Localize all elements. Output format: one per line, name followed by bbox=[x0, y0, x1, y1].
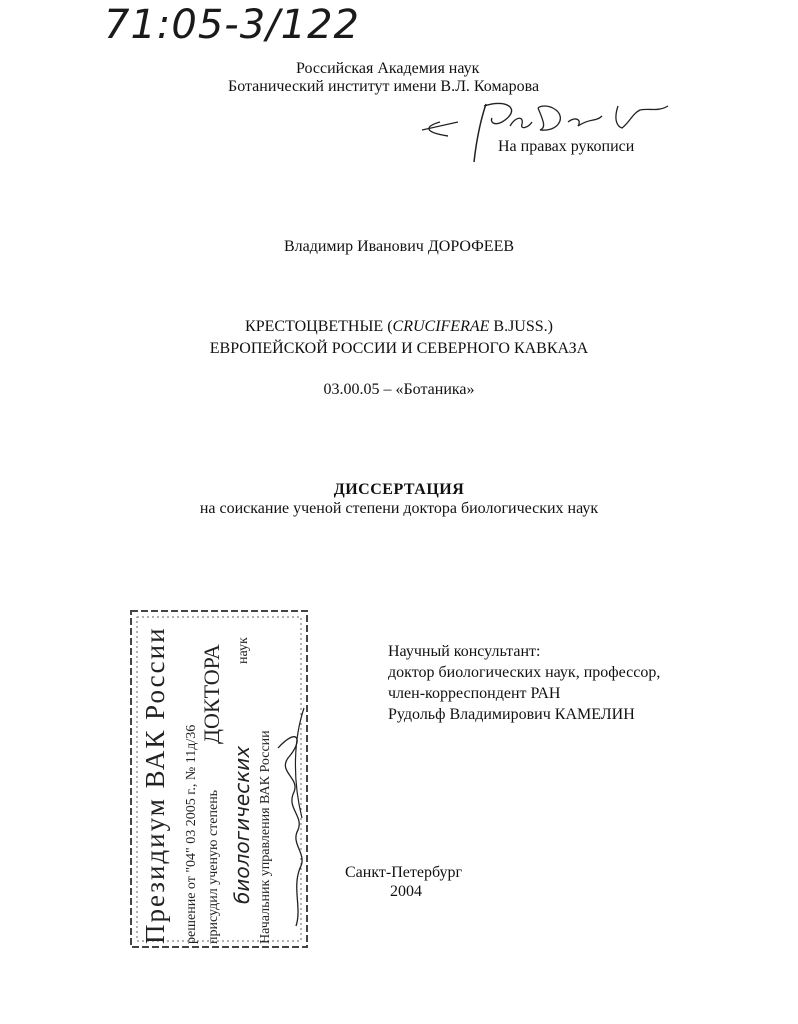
specialty-code: 03.00.05 – «Ботаника» bbox=[323, 381, 475, 398]
stamp-line-decision: решение от "04" 03 2005 г., № 11д/36 bbox=[184, 724, 199, 944]
title-line-2: ЕВРОПЕЙСКОЙ РОССИИ И СЕВЕРНОГО КАВКАЗА bbox=[209, 340, 589, 357]
title-authority: B.JUSS.) bbox=[489, 318, 553, 335]
year: 2004 bbox=[390, 883, 422, 900]
consultant-label: Научный консультант: bbox=[388, 643, 541, 660]
degree-line: на соискание ученой степени доктора биологических наук bbox=[199, 500, 599, 517]
manuscript-rights-note: На правах рукописи bbox=[498, 138, 635, 155]
institution-line-2: Ботанический институт имени В.Л. Комарова bbox=[228, 78, 540, 95]
consultant-name: Рудольф Владимирович КАМЕЛИН bbox=[388, 706, 635, 723]
stamp-line-head: Начальник управления ВАК России bbox=[258, 730, 273, 944]
title-latin-name: CRUCIFERAE bbox=[392, 318, 490, 335]
stamp-line-presidium: Президиум ВАК России bbox=[140, 626, 170, 944]
author-name: Владимир Иванович ДОРОФЕЕВ bbox=[283, 238, 515, 255]
title-prefix: КРЕСТОЦВЕТНЫЕ ( bbox=[245, 318, 393, 335]
dissertation-heading: ДИССЕРТАЦИЯ bbox=[333, 481, 465, 498]
archive-number: 71:05-3/122 bbox=[104, 2, 360, 48]
title-line-1 bbox=[0, 318, 798, 336]
stamp-line-nauk: наук bbox=[236, 637, 251, 664]
city: Санкт-Петербург bbox=[345, 864, 463, 881]
stamp-line-awarded: присудил ученую степень bbox=[206, 789, 221, 944]
consultant-membership: член-корреспондент РАН bbox=[388, 685, 561, 702]
consultant-block bbox=[388, 641, 660, 725]
stamp-degree-word: ДОКТОРА bbox=[199, 644, 224, 744]
consultant-degree: доктор биологических наук, профессор, bbox=[388, 664, 661, 681]
institution-line-1: Российская Академия наук bbox=[296, 60, 480, 77]
stamp-line-field: биологических bbox=[230, 745, 254, 904]
